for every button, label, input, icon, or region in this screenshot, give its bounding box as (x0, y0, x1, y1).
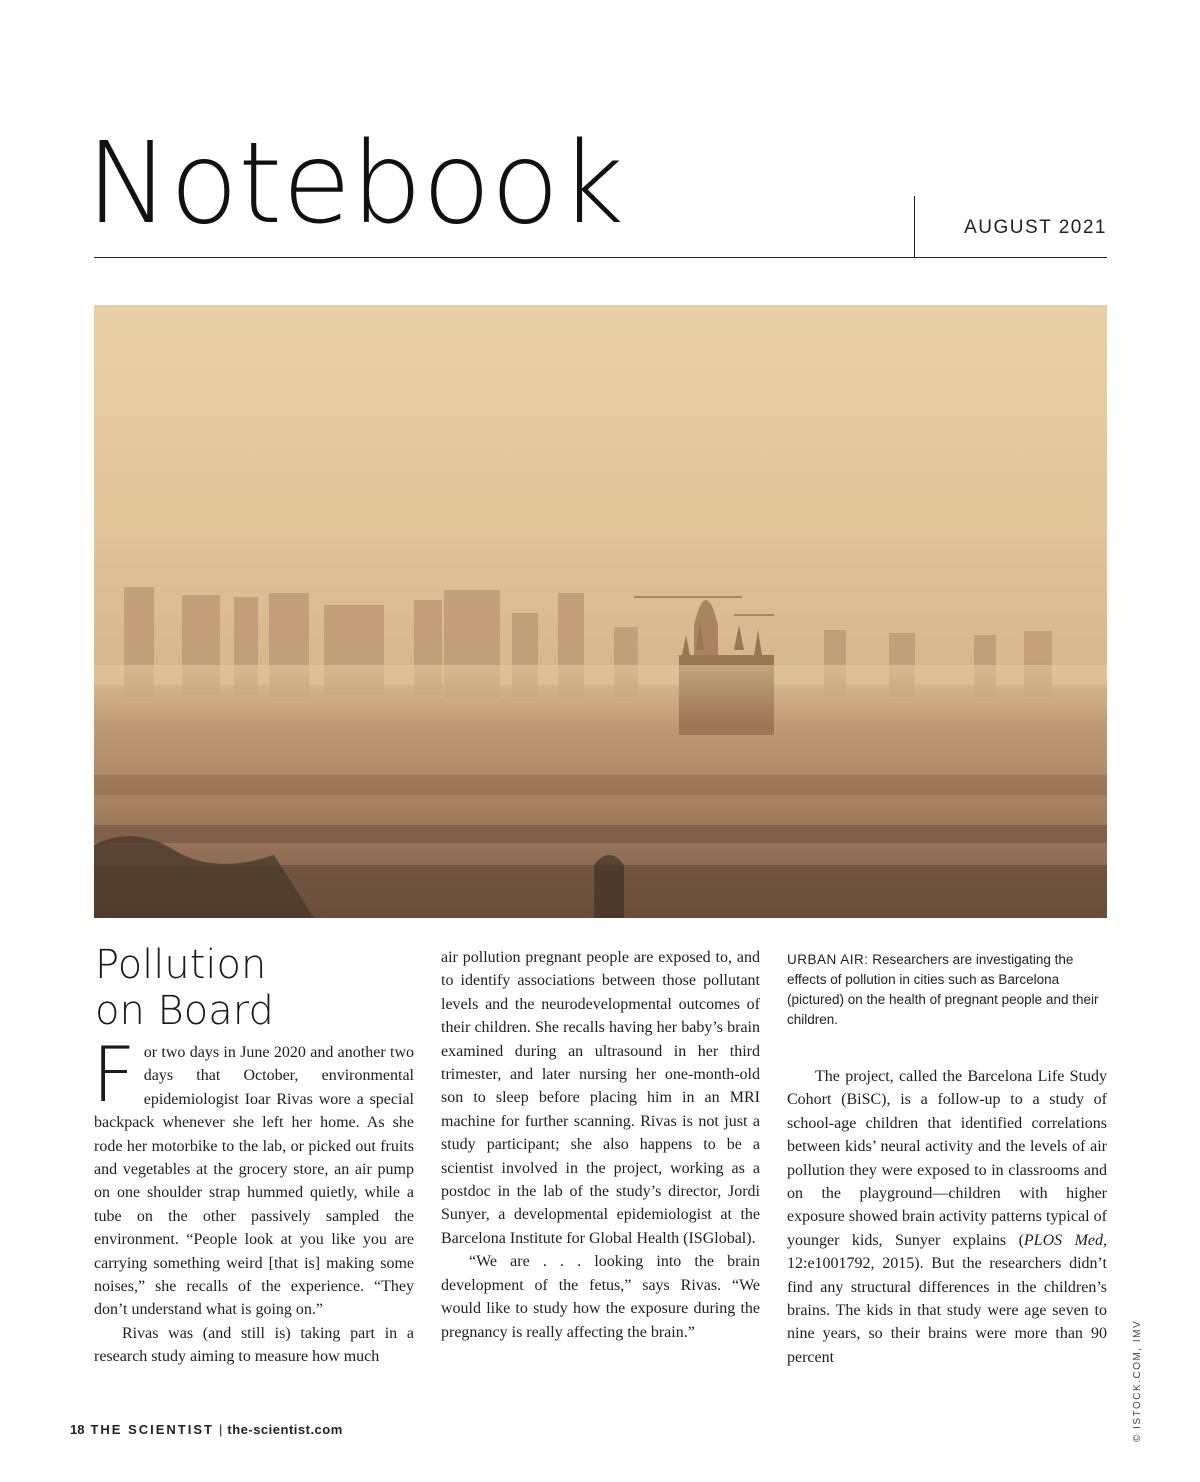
page-number: 18 (70, 1422, 85, 1437)
website-link[interactable]: the-scientist.com (227, 1422, 343, 1437)
drop-cap: F (92, 1030, 136, 1119)
hero-photo (94, 305, 1107, 918)
article-headline (95, 942, 415, 1034)
page-footer (70, 1422, 343, 1437)
body-column-3 (787, 1065, 1107, 1369)
magazine-name: THE SCIENTIST (90, 1422, 214, 1437)
paragraph-text: The project, called the Barcelona Life Study Cohort (BiSC), is a follow-up to a study of school-age children that identified correlations between kids’ neural activity and the levels of air pollution they were exposed to in classrooms and on the playground—children with higher exposure showed brain activity patterns typical of younger kids, Sunyer explains ( (787, 1068, 1107, 1249)
headline-line-2: on Board (95, 988, 274, 1034)
caption-label: URBAN AIR: (787, 952, 869, 967)
barcelona-smog-photo (94, 305, 1107, 918)
footer-separator: | (218, 1422, 223, 1437)
paragraph-text: or two days in June 2020 and another two days that October, environmental epidemiologist Ioar Rivas wore a special backpack whenever she left her home. As she rode her motorbike to the lab, or picked out fruits and vegetables at the grocery store, an air pump on one shoulder strap hummed quietly, while a tube on the other passively sampled the environment. “People look at you like you are carrying something weird [that is] making some noises,” she recalls of the experience. “They don’t understand what is going on.” (94, 1044, 414, 1319)
paragraph: Rivas was (and still is) taking part in a research study aiming to measure how much (94, 1324, 414, 1366)
issue-date: AUGUST 2021 (964, 217, 1107, 238)
paragraph: “We are . . . looking into the brain development of the fetus,” says Rivas. “We would like to study how the exposure during the pregnancy is really affecting the brain.” (441, 1253, 760, 1341)
section-title: Notebook (86, 119, 625, 249)
caption-text: Researchers are investigating the effects of pollution in cities such as Barcelona (pictured) on the health of pregnant people and their children. (787, 952, 1099, 1027)
header-divider-vertical (914, 196, 915, 258)
photo-credit: © ISTOCK.COM, IMV (1132, 1319, 1143, 1442)
body-column-1 (92, 1030, 414, 1369)
paragraph (787, 1065, 1107, 1369)
journal-name: PLOS Med (1023, 1231, 1103, 1249)
paragraph: air pollution pregnant people are exposed to, and to identify associations between those pollutant levels and the neurodevelopmental outcomes of their children. She recalls having her baby’s brain examined during an ultrasound in her third trimester, and later nursing her one-month-old son to sleep before placing him in an MRI machine for further scanning. Rivas is not just a study participant; she also happens to be a scientist involved in the project, working as a postdoc in the lab of the study’s director, Jordi Sunyer, a developmental epidemiologist at the Barcelona Institute for Global Health (ISGlobal). (441, 949, 760, 1247)
paragraph-text: , 12:e1001792, 2015). But the researchers didn’t find any structural differences in the children’s brains. The kids in that study were age seven to nine years, so their brains were more than 90 percent (787, 1231, 1107, 1366)
body-column-2 (441, 946, 760, 1344)
paragraph (92, 1030, 414, 1322)
headline-line-1: Pollution (95, 942, 267, 988)
photo-caption (787, 950, 1102, 1030)
header-divider (94, 257, 1107, 258)
